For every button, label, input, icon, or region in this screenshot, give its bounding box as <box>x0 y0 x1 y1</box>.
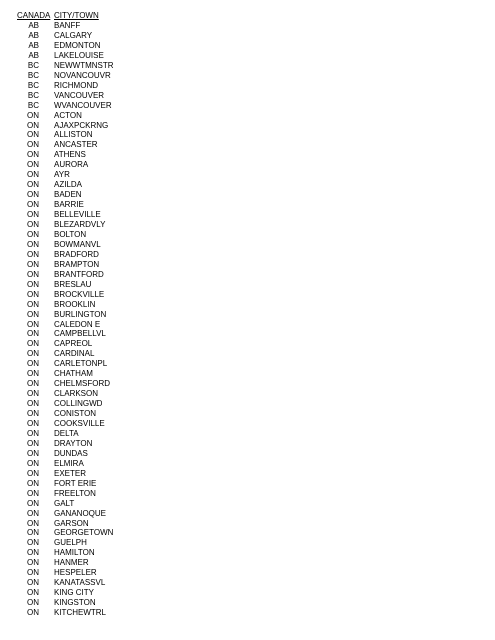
city-column-header: CITY/TOWN <box>54 11 99 20</box>
city-cell: BADEN <box>54 190 82 200</box>
province-cell: ON <box>27 200 39 210</box>
province-cell: AB <box>28 40 39 50</box>
province-cell: ON <box>27 229 39 239</box>
province-cell: BC <box>27 60 39 70</box>
city-cell: CALEDON E <box>54 319 101 329</box>
province-cell: ON <box>27 309 39 319</box>
province-cell: BC <box>27 70 39 80</box>
city-cell: BRADFORD <box>54 249 99 259</box>
city-cell: GALT <box>54 498 75 508</box>
city-cell: ACTON <box>54 110 82 120</box>
province-cell: ON <box>27 498 39 508</box>
province-cell: ON <box>27 468 39 478</box>
province-cell: ON <box>27 428 39 438</box>
province-cell: ON <box>27 399 39 409</box>
city-cell: LAKELOUISE <box>54 50 104 60</box>
city-cell: HAMILTON <box>54 548 95 558</box>
city-cell: KANATASSVL <box>54 578 106 588</box>
city-cell: ALLISTON <box>54 130 93 140</box>
province-cell: ON <box>27 588 39 598</box>
city-cell: WVANCOUVER <box>54 100 112 110</box>
city-cell: BROCKVILLE <box>54 289 105 299</box>
province-cell: ON <box>27 389 39 399</box>
city-cell: CARDINAL <box>54 349 95 359</box>
city-cell: NOVANCOUVR <box>54 70 111 80</box>
province-cell: ON <box>27 608 39 618</box>
city-cell: BLEZARDVLY <box>54 220 106 229</box>
city-cell: CALGARY <box>54 30 93 40</box>
city-cell: ANCASTER <box>54 140 98 150</box>
city-cell: CLARKSON <box>54 389 99 399</box>
city-cell: BRAMPTON <box>54 259 100 269</box>
province-cell: ON <box>27 239 39 249</box>
city-cell: FORT ERIE <box>54 478 97 488</box>
province-cell: ON <box>27 488 39 498</box>
city-cell: BOLTON <box>54 229 87 239</box>
province-cell: ON <box>27 419 39 428</box>
city-cell: EXETER <box>54 468 87 478</box>
province-cell: ON <box>27 598 39 608</box>
city-cell: GANANOQUE <box>54 508 107 518</box>
city-cell: AURORA <box>54 160 89 170</box>
city-cell: BARRIE <box>54 200 84 210</box>
province-cell: ON <box>27 409 39 419</box>
province-cell: ON <box>27 558 39 568</box>
city-cell: ELMIRA <box>54 458 84 468</box>
province-cell: ON <box>27 120 39 130</box>
province-cell: ON <box>27 319 39 329</box>
province-cell: ON <box>27 379 39 389</box>
province-cell: AB <box>28 21 39 30</box>
province-cell: ON <box>27 269 39 279</box>
province-cell: BC <box>27 90 39 100</box>
province-cell: ON <box>27 160 39 170</box>
province-cell: ON <box>27 518 39 528</box>
province-cell: ON <box>27 190 39 200</box>
city-cell: AYR <box>54 170 70 180</box>
city-cell: KITCHEWTRL <box>54 608 106 618</box>
city-cell: GARSON <box>54 518 89 528</box>
province-cell: ON <box>27 170 39 180</box>
city-cell: BROOKLIN <box>54 299 96 309</box>
city-cell: CARLETONPL <box>54 359 108 369</box>
province-cell: AB <box>28 50 39 60</box>
province-cell: ON <box>27 568 39 578</box>
city-cell: BANFF <box>54 21 81 30</box>
province-cell: ON <box>27 210 39 220</box>
city-cell: KINGSTON <box>54 598 96 608</box>
city-cell: CAMPBELLVL <box>54 329 106 339</box>
province-cell: ON <box>27 220 39 229</box>
city-cell: AZILDA <box>54 180 83 190</box>
province-cell: AB <box>28 30 39 40</box>
city-cell: VANCOUVER <box>54 90 105 100</box>
province-cell: ON <box>27 349 39 359</box>
province-cell: ON <box>27 150 39 160</box>
city-cell: BURLINGTON <box>54 309 107 319</box>
city-cell: CHATHAM <box>54 369 93 379</box>
city-cell: DUNDAS <box>54 448 88 458</box>
province-cell: BC <box>27 80 39 90</box>
province-cell: ON <box>27 528 39 538</box>
city-cell: GEORGETOWN <box>54 528 114 538</box>
province-cell: ON <box>27 458 39 468</box>
province-cell: ON <box>27 110 39 120</box>
province-cell: ON <box>27 508 39 518</box>
province-cell: ON <box>27 279 39 289</box>
province-cell: ON <box>27 548 39 558</box>
city-cell: BOWMANVL <box>54 239 101 249</box>
city-cell: FREELTON <box>54 488 96 498</box>
province-cell: ON <box>27 538 39 548</box>
city-cell: HESPELER <box>54 568 97 578</box>
city-cell: BELLEVILLE <box>54 210 101 220</box>
city-cell: NEWWTMNSTR <box>54 60 114 70</box>
city-cell: CHELMSFORD <box>54 379 111 389</box>
city-cell: HANMER <box>54 558 89 568</box>
city-cell: DELTA <box>54 428 79 438</box>
province-cell: ON <box>27 438 39 448</box>
city-cell: BRANTFORD <box>54 269 104 279</box>
province-cell: ON <box>27 329 39 339</box>
city-cell: KING CITY <box>54 588 95 598</box>
city-cell: CONISTON <box>54 409 97 419</box>
city-cell: DRAYTON <box>54 438 93 448</box>
province-cell: ON <box>27 339 39 349</box>
province-cell: ON <box>27 259 39 269</box>
city-cell: AJAXPCKRNG <box>54 120 109 130</box>
province-cell: ON <box>27 369 39 379</box>
city-cell: COOKSVILLE <box>54 419 105 428</box>
city-cell: RICHMOND <box>54 80 98 90</box>
city-cell: EDMONTON <box>54 40 101 50</box>
province-cell: ON <box>27 180 39 190</box>
province-cell: ON <box>27 448 39 458</box>
city-cell: CAPREOL <box>54 339 93 349</box>
city-cell: BRESLAU <box>54 279 92 289</box>
city-cell: ATHENS <box>54 150 86 160</box>
province-cell: BC <box>27 100 39 110</box>
city-cell: GUELPH <box>54 538 87 548</box>
province-cell: ON <box>27 249 39 259</box>
province-cell: ON <box>27 140 39 150</box>
city-cell: COLLINGWD <box>54 399 103 409</box>
province-cell: ON <box>27 359 39 369</box>
province-cell: ON <box>27 578 39 588</box>
province-cell: ON <box>27 299 39 309</box>
province-column-header: CANADA <box>17 11 51 20</box>
province-cell: ON <box>27 289 39 299</box>
province-cell: ON <box>27 130 39 140</box>
province-cell: ON <box>27 478 39 488</box>
